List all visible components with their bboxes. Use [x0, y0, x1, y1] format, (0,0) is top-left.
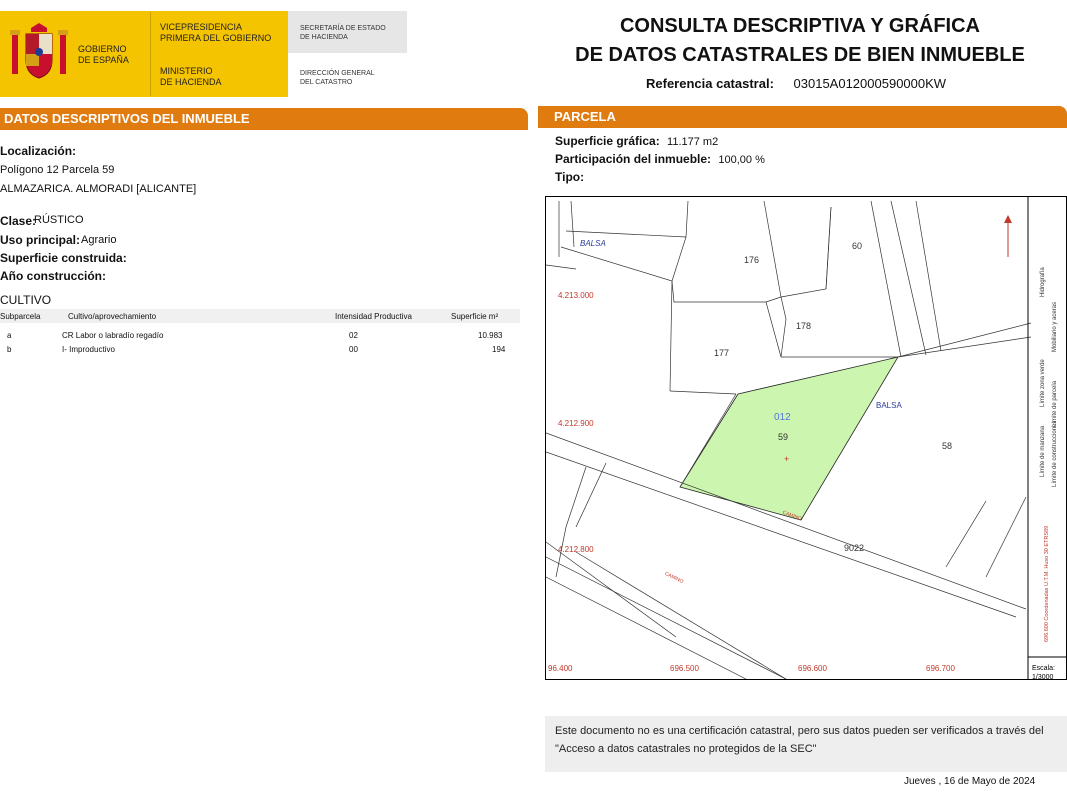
- row-a-superficie: 10.983: [478, 331, 503, 340]
- gov-line-1: GOBIERNO: [78, 44, 127, 54]
- legend-zona-verde: Límite zona verde: [1040, 359, 1046, 407]
- localizacion-label: Localización:: [0, 144, 77, 158]
- vp-line-1: VICEPRESIDENCIA: [160, 22, 243, 32]
- disclaimer-note: Este documento no es una certificación catastral, pero sus datos pueden ser verificados a través del "Acceso a datos catastrales no protegidos de la SEC": [545, 716, 1067, 772]
- uso-value: Agrario: [81, 234, 117, 246]
- vp-label: [160, 22, 271, 44]
- cadastral-map[interactable]: [545, 196, 1067, 680]
- label-177: 177: [714, 348, 730, 358]
- y-coord-2: 4.212.900: [558, 419, 594, 428]
- map-legend: [1032, 267, 1058, 679]
- scale-value: 1/3000: [1032, 674, 1054, 679]
- col-intensidad: Intensidad Productiva: [335, 312, 412, 321]
- ref-label: Referencia catastral:: [646, 76, 774, 91]
- document-date: Jueves , 16 de Mayo de 2024: [904, 776, 1036, 787]
- label-camino-2: CAMINO: [663, 570, 685, 586]
- direccion-line-2: DEL CATASTRO: [300, 79, 353, 86]
- label-9022: 9022: [844, 543, 865, 553]
- legend-coord-note: 696.600 Coordenadas U.T.M. Huso 30 ETRS89: [1044, 525, 1050, 642]
- x-coord-1: 96.400: [548, 664, 573, 673]
- legend-limite-parcela: Límite de parcela: [1052, 380, 1058, 427]
- title-line-1: CONSULTA DESCRIPTIVA Y GRÁFICA: [619, 15, 981, 37]
- x-coord-4: 696.700: [926, 664, 955, 673]
- x-coord-2: 696.500: [670, 664, 699, 673]
- x-coord-3: 696.600: [798, 664, 827, 673]
- label-178: 178: [796, 321, 812, 331]
- y-coord-3: 4.212.800: [558, 545, 594, 554]
- location-line-2: ALMAZARICA. ALMORADI [ALICANTE]: [0, 183, 197, 195]
- legend-limite-construcciones: Límite de construcciones: [1052, 420, 1058, 487]
- cadastral-reference: [646, 76, 946, 91]
- ref-value: 03015A012000590000KW: [793, 76, 947, 91]
- col-cultivo: Cultivo/aprovechamiento: [68, 312, 157, 321]
- participacion-label: Participación del inmueble:: [555, 152, 712, 166]
- tipo-label: Tipo:: [555, 170, 585, 184]
- legend-limite-manzana: Límite de manzana: [1040, 425, 1046, 477]
- participacion-row: [555, 152, 765, 166]
- row-b-intensidad: 00: [349, 345, 358, 354]
- ministry-line-2: DE HACIENDA: [160, 77, 222, 87]
- scale-label: Escala:: [1032, 665, 1055, 672]
- superficie-construida-label: Superficie construida:: [0, 251, 127, 265]
- label-60: 60: [852, 241, 863, 251]
- legend-hidrografia: Hidrografía: [1040, 267, 1046, 297]
- sup-grafica-value: 11.177 m2: [667, 136, 719, 148]
- gov-label: [78, 44, 129, 66]
- coat-of-arms-icon: [8, 20, 70, 86]
- col-subparcela: Subparcela: [0, 312, 41, 321]
- row-a-cultivo: CR Labor o labradío regadío: [62, 331, 164, 340]
- vp-line-2: PRIMERA DEL GOBIERNO: [160, 33, 272, 43]
- map-canvas: [546, 197, 1066, 679]
- row-a-intensidad: 02: [349, 331, 358, 340]
- col-superficie: Superficie m²: [451, 312, 499, 321]
- section-bar-descriptive: DATOS DESCRIPTIVOS DEL INMUEBLE: [0, 108, 528, 130]
- row-b-cultivo: I- Improductivo: [62, 345, 115, 354]
- label-balsa-top: BALSA: [580, 239, 606, 248]
- centroid-marker: +: [784, 454, 790, 464]
- label-58: 58: [942, 441, 953, 451]
- secretaria-label: [300, 24, 386, 42]
- sup-grafica-label: Superficie gráfica:: [555, 134, 660, 148]
- row-b-subparcela: b: [7, 345, 12, 354]
- row-b-superficie: 194: [492, 345, 506, 354]
- label-balsa-right: BALSA: [876, 401, 902, 410]
- row-a-subparcela: a: [7, 331, 12, 340]
- page-title: [560, 12, 1040, 70]
- ministry-line-1: MINISTERIO: [160, 66, 213, 76]
- parcel-59-shape: [680, 357, 898, 523]
- uso-label: Uso principal:: [0, 233, 81, 247]
- label-subparcela: 012: [774, 412, 791, 423]
- gov-line-2: DE ESPAÑA: [78, 55, 129, 65]
- label-59: 59: [778, 432, 789, 442]
- sup-grafica-row: [555, 134, 718, 148]
- direccion-label: [300, 69, 375, 87]
- y-coord-1: 4.213.000: [558, 291, 594, 300]
- legend-mobiliario: Mobiliario y aceras: [1052, 301, 1058, 352]
- north-arrow-icon: [1004, 215, 1012, 257]
- ministry-label: [160, 66, 222, 88]
- anio-construccion-label: Año construcción:: [0, 269, 107, 283]
- clase-label: Clase:: [0, 214, 37, 228]
- label-camino-1: CAMINO: [781, 509, 803, 523]
- secretaria-line-1: SECRETARÍA DE ESTADO: [300, 25, 386, 32]
- cultivo-title: CULTIVO: [0, 293, 52, 307]
- location-line-1: Polígono 12 Parcela 59: [0, 164, 115, 176]
- title-line-2: DE DATOS CATASTRALES DE BIEN INMUEBLE: [575, 44, 1025, 66]
- clase-value: RÚSTICO: [34, 214, 84, 226]
- participacion-value: 100,00 %: [718, 154, 765, 166]
- section-bar-parcela: PARCELA: [538, 106, 1067, 128]
- header-divider: [150, 12, 151, 96]
- direccion-line-1: DIRECCIÓN GENERAL: [300, 70, 375, 77]
- secretaria-line-2: DE HACIENDA: [300, 34, 348, 41]
- label-176: 176: [744, 255, 760, 265]
- cultivo-table-header: [0, 309, 520, 323]
